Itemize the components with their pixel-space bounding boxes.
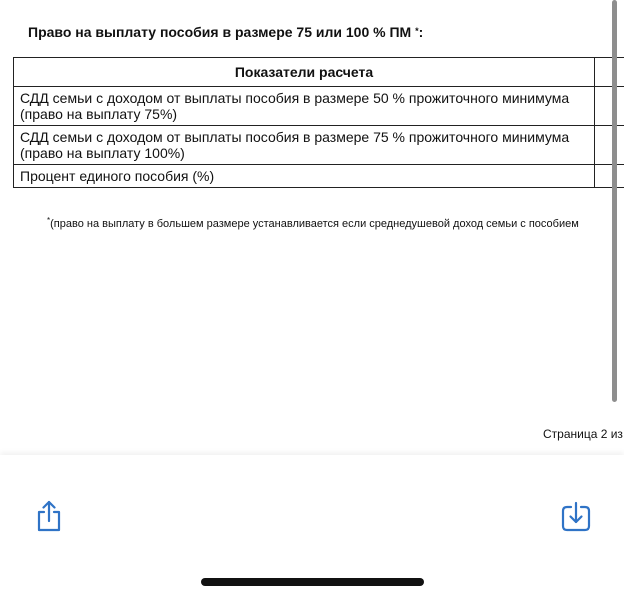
row-label: СДД семьи с доходом от выплаты пособия в размере 50 % прожиточного минимума (право на выплату 75%)	[14, 87, 595, 126]
table-row	[14, 165, 624, 188]
table-row	[14, 126, 624, 165]
heading-suffix: :	[418, 24, 424, 40]
table-header-row	[14, 58, 624, 87]
save-to-files-icon	[559, 499, 593, 533]
footnote-text: (право на выплату в большем размере устанавливается если среднедушевой доход семьи с пособием	[50, 218, 579, 230]
row-value	[595, 126, 624, 165]
heading-footnote-marker: *	[415, 26, 419, 36]
page-number: Страница 2 из	[543, 427, 623, 441]
column-header-value	[595, 58, 624, 87]
heading-text: Право на выплату пособия в размере 75 или 100 % ПМ	[28, 24, 412, 40]
row-label: СДД семьи с доходом от выплаты пособия в размере 75 % прожиточного минимума (право на выплату 100%)	[14, 126, 595, 165]
vertical-scrollbar[interactable]	[612, 0, 617, 402]
column-header-indicators: Показатели расчета	[14, 58, 595, 87]
share-icon	[32, 499, 66, 533]
footnote-marker: *	[47, 216, 51, 225]
section-heading	[28, 24, 423, 40]
table-row	[14, 87, 624, 126]
home-indicator[interactable]	[201, 578, 424, 586]
calculation-table	[13, 57, 624, 188]
save-to-files-button[interactable]	[559, 499, 593, 533]
footnote	[47, 218, 579, 230]
row-label: Процент единого пособия (%)	[14, 165, 595, 188]
bottom-toolbar	[0, 455, 624, 600]
row-value	[595, 165, 624, 188]
row-value	[595, 87, 624, 126]
share-button[interactable]	[32, 499, 66, 533]
